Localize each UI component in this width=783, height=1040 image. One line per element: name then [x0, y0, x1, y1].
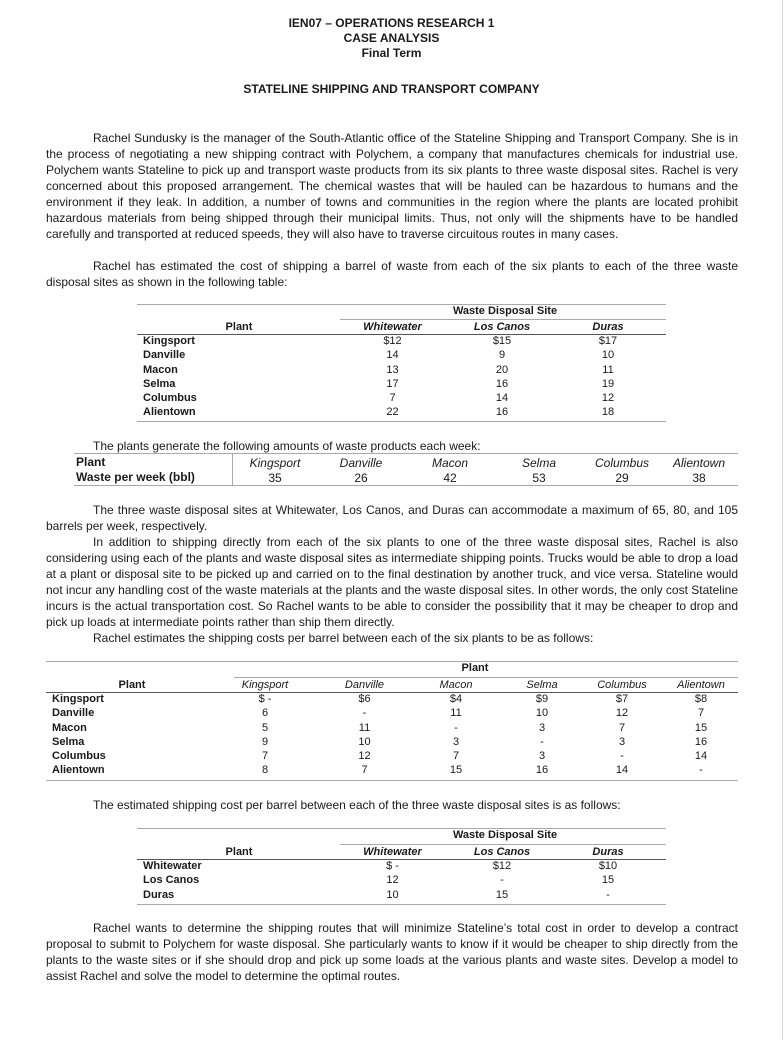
waste-amount: 53 — [532, 470, 546, 485]
cell: 22 — [386, 406, 399, 419]
row-label: Selma — [52, 735, 85, 748]
table2-row1-label: Plant — [76, 455, 106, 469]
table1-col-header: Whitewater — [363, 321, 422, 333]
cell: - — [540, 735, 544, 748]
row-label: Macon — [52, 721, 87, 734]
table3-col-header: Selma — [526, 679, 558, 691]
course-title: IEN07 – OPERATIONS RESEARCH 1 — [288, 16, 495, 30]
cell: 14 — [386, 349, 399, 362]
table-row — [143, 888, 662, 902]
row-label: Selma — [143, 377, 176, 390]
cell: 11 — [450, 707, 462, 720]
paragraph-site-cost-intro: The estimated shipping cost per barrel between each of the three waste disposal sites is as follows: — [93, 798, 621, 812]
cell: 8 — [261, 764, 269, 777]
plant-name: Selma — [521, 455, 556, 470]
row-label: Columbus — [143, 392, 197, 405]
cell: 15 — [495, 888, 509, 901]
row-label: Danville — [52, 707, 95, 720]
paragraph-conclusion: Rachel wants to determine the shipping routes that will minimize Stateline’s total cost in order to develop a contract proposal to submit to Polychem for waste disposal. She particularly wants to know if it would be cheaper to ship directly from the plants to the waste sites or if she should drop and pick up some loads at the various plants and waste sites. Develop a model to assist Rachel and solve the model to determine the optimal routes. — [46, 921, 738, 983]
case-title: STATELINE SHIPPING AND TRANSPORT COMPANY — [243, 82, 540, 96]
table2-bottom-rule — [74, 485, 738, 486]
table-row — [143, 348, 662, 362]
table4-bottom-rule — [137, 904, 666, 905]
paragraph-cost-intro: Rachel has estimated the cost of shipping a barrel of waste from each of the six plants to each of the three waste disposal sites as shown in the following table: — [46, 259, 738, 289]
cell: 9 — [261, 735, 269, 748]
cell: 14 — [495, 392, 509, 405]
table4-header-row — [143, 845, 662, 859]
table2-row2-label: Waste per week (bbl) — [76, 470, 195, 484]
cell: 11 — [358, 721, 371, 734]
table3-header-row — [52, 678, 741, 692]
waste-amount: 38 — [692, 470, 706, 485]
row-label: Kingsport — [143, 335, 195, 348]
table-row — [143, 859, 662, 873]
waste-amount: 35 — [268, 470, 282, 485]
table-row — [52, 763, 741, 777]
plant-to-plant-cost-table — [52, 678, 741, 777]
cell: - — [699, 764, 703, 777]
cell: 18 — [601, 406, 615, 419]
table4-col-header: Duras — [592, 846, 624, 858]
table4-col-header: Los Canos — [473, 846, 531, 858]
document-type: CASE ANALYSIS — [343, 31, 440, 45]
table3-col-header: Kingsport — [241, 679, 289, 691]
table4-row-header: Plant — [225, 846, 253, 858]
row-label: Macon — [143, 363, 178, 376]
table-row — [52, 721, 741, 735]
cell: 7 — [361, 764, 368, 777]
cell: 5 — [261, 721, 269, 734]
row-label: Los Canos — [143, 874, 200, 887]
cell: 14 — [694, 750, 708, 763]
plant-name: Danville — [339, 455, 383, 470]
row-label: Alientown — [143, 406, 196, 419]
plant-name: Macon — [431, 455, 469, 470]
cell: $7 — [615, 693, 629, 706]
table3-col-header: Alientown — [677, 679, 725, 691]
row-label: Kingsport — [52, 693, 104, 706]
cell: 7 — [389, 392, 396, 405]
table3-row-header: Plant — [118, 679, 146, 691]
table-row — [143, 405, 662, 419]
table-row — [143, 363, 662, 377]
cell: 7 — [697, 707, 705, 720]
term-label: Final Term — [361, 46, 422, 60]
site-to-site-cost-table — [143, 845, 662, 902]
table4-group-header: Waste Disposal Site — [452, 829, 558, 841]
cell: $6 — [358, 693, 371, 706]
cell: $8 — [694, 693, 708, 706]
cell: 20 — [495, 363, 509, 376]
cell: $12 — [492, 860, 512, 873]
table1-bottom-rule — [137, 421, 666, 422]
table1-col-header: Los Canos — [473, 321, 531, 333]
table2-plant-row — [76, 455, 736, 470]
paragraph-intermediate: In addition to shipping directly from each of the six plants to one of the three waste disposal sites, Rachel is also considering using each of the plants and waste disposal sites as intermediate shipping points. Trucks would be able to drop a load at a plant or disposal site to be picked up and carried on to the final destination by another truck, and vice versa. Stateline would not incur any handling cost of the waste materials at the plants and the waste disposal sites. In other words, the only cost Stateline incurs is the actual transportation cost. So Rachel wants to be able to consider the possibility that it may be cheaper to drop and pick up loads at intermediate points rather than ship them directly. — [46, 535, 738, 629]
table-row — [52, 706, 741, 720]
table3-group-header: Plant — [461, 662, 489, 674]
table3-col-header: Danville — [344, 679, 385, 691]
row-label: Columbus — [52, 750, 106, 763]
cell: - — [606, 888, 610, 901]
table2-top-rule — [74, 453, 738, 454]
table3-bottom-rule — [46, 780, 738, 781]
cell: 3 — [618, 735, 626, 748]
table-row — [52, 735, 741, 749]
table-row — [52, 749, 741, 763]
table-row — [52, 692, 741, 706]
cell: 10 — [386, 888, 399, 901]
cell: - — [454, 721, 458, 734]
cell: 3 — [538, 721, 546, 734]
cell: 16 — [495, 406, 509, 419]
cell: $17 — [598, 335, 618, 348]
cell: $12 — [383, 335, 402, 348]
cell: 12 — [386, 874, 399, 887]
cell: 19 — [601, 377, 615, 390]
cell: 6 — [261, 707, 269, 720]
cell: $10 — [598, 860, 618, 873]
paragraph-waste-intro: The plants generate the following amounts of waste products each week: — [93, 439, 481, 453]
cell: $15 — [492, 335, 512, 348]
table2-amount-row — [76, 470, 736, 485]
cell: 16 — [535, 764, 549, 777]
waste-amount: 29 — [615, 470, 629, 485]
cell: 10 — [601, 349, 615, 362]
row-label: Alientown — [52, 764, 105, 777]
cell: 15 — [694, 721, 708, 734]
row-label: Duras — [143, 888, 175, 901]
cell: 13 — [386, 363, 399, 376]
cell: 7 — [618, 721, 626, 734]
plant-to-site-cost-table — [143, 320, 662, 419]
cell: 15 — [601, 874, 615, 887]
waste-per-week-table — [76, 455, 736, 485]
cell: $4 — [449, 693, 463, 706]
table1-header-row — [143, 320, 662, 334]
cell: 7 — [261, 750, 269, 763]
cell: 10 — [358, 735, 371, 748]
cell: $ - — [258, 693, 272, 706]
cell: 3 — [452, 735, 460, 748]
row-label: Whitewater — [143, 860, 202, 873]
cell: 7 — [452, 750, 460, 763]
table3-col-header: Columbus — [597, 679, 647, 691]
table3-top-rule — [46, 661, 738, 662]
table-row — [143, 334, 662, 348]
plant-name: Kingsport — [249, 455, 301, 470]
cell: 9 — [498, 349, 506, 362]
cell: 15 — [449, 764, 463, 777]
paragraph-plant-cost-intro: Rachel estimates the shipping costs per barrel between each of the six plants to be as follows: — [93, 631, 594, 645]
table1-row-header: Plant — [225, 321, 253, 333]
cell: - — [500, 874, 504, 887]
waste-amount: 26 — [354, 470, 368, 485]
table4-col-header: Whitewater — [363, 846, 422, 858]
table3-col-header: Macon — [439, 679, 473, 691]
table1-col-header: Duras — [592, 321, 624, 333]
cell: - — [362, 707, 367, 720]
row-label: Danville — [143, 349, 186, 362]
table-row — [143, 391, 662, 405]
table-row — [143, 377, 662, 391]
cell: 16 — [495, 377, 509, 390]
cell: 12 — [601, 392, 615, 405]
cell: 16 — [694, 735, 708, 748]
cell: $9 — [535, 693, 549, 706]
cell: 3 — [538, 750, 546, 763]
cell: - — [620, 750, 624, 763]
cell: 12 — [358, 750, 371, 763]
plant-name: Alientown — [672, 455, 726, 470]
cell: 10 — [535, 707, 549, 720]
table1-group-header: Waste Disposal Site — [452, 305, 558, 317]
cell: 17 — [386, 377, 399, 390]
plant-name: Columbus — [594, 455, 650, 470]
cell: 11 — [602, 363, 614, 376]
cell: 12 — [615, 707, 629, 720]
paragraph-intro: Rachel Sundusky is the manager of the South-Atlantic office of the Stateline Shipping and Transport Company. She is in the process of negotiating a new shipping contract with Polychem, a company that manufactures chemicals for industrial use. Polychem wants Stateline to pick up and transport waste products from its six plants to three waste disposal sites. Rachel is very concerned about this proposed arrangement. The chemical wastes that will be hauled can be hazardous to humans and the environment if they leak. In addition, a number of towns and communities in the region where the plants are located prohibit hazardous materials from being shipped through their municipal limits. Thus, not only will the shipments have to be handled carefully and transported at reduced speeds, they will also have to traverse circuitous routes in many cases. — [46, 131, 738, 241]
cell: 14 — [615, 764, 629, 777]
cell: $ - — [386, 860, 399, 873]
paragraph-capacity: The three waste disposal sites at Whitewater, Los Canos, and Duras can accommodate a maximum of 65, 80, and 105 barrels per week, respectively. — [46, 503, 738, 533]
waste-amount: 42 — [443, 470, 457, 485]
table-row — [143, 873, 662, 887]
